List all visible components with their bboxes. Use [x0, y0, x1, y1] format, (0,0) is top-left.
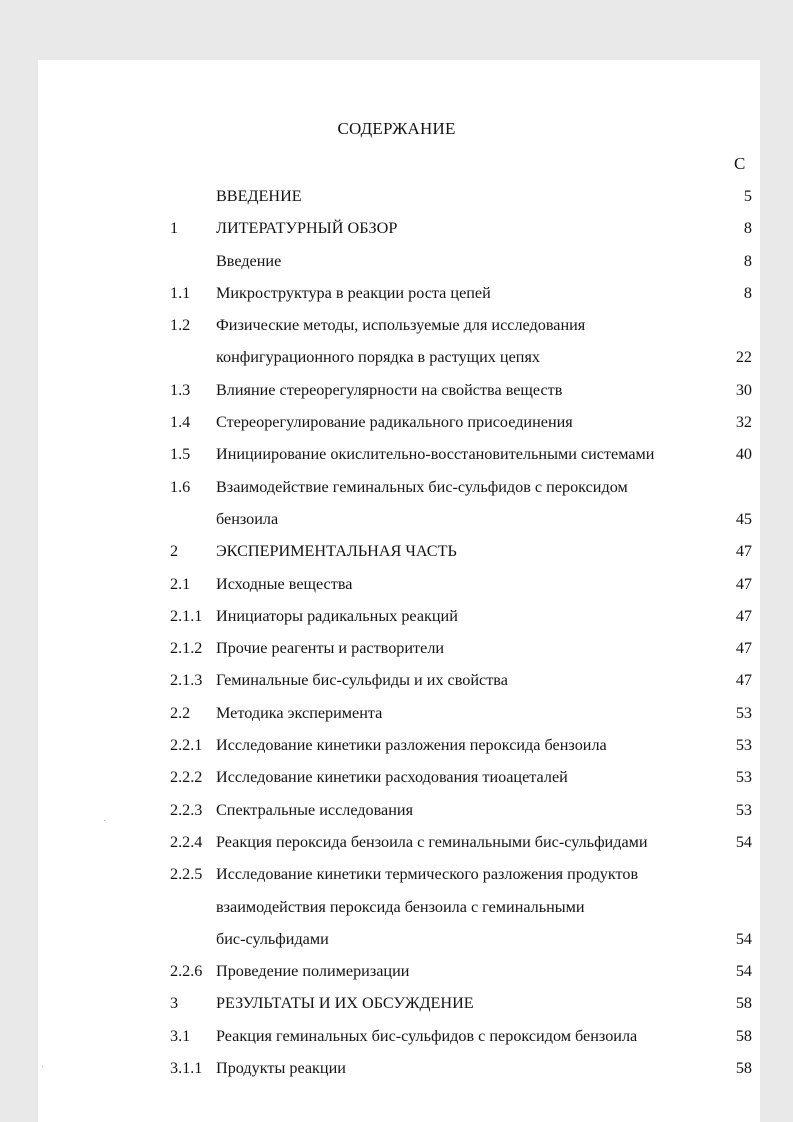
- toc-entry-number: 2.1.2: [170, 639, 203, 658]
- toc-entry: [0, 664, 793, 696]
- toc-entry-number: 2.1.1: [170, 606, 203, 625]
- toc-entry-title: ВВЕДЕНИЕ: [216, 187, 302, 205]
- toc-entry-page: 58: [735, 1059, 752, 1078]
- toc-entry-title: конфигурационного порядка в растущих цепях: [216, 348, 540, 367]
- page-column-label: С: [734, 154, 746, 173]
- toc-entry-number: 2: [170, 542, 179, 561]
- toc-entry-page: 54: [735, 832, 752, 851]
- toc-entry-page: 22: [735, 348, 752, 367]
- toc-entry-title: Исследование кинетики термического разложения продуктов: [216, 865, 639, 884]
- toc-entry: [0, 438, 793, 470]
- toc-entry-title: Исследование кинетики разложения пероксида бензоила: [216, 736, 607, 755]
- toc-entry-number: 1.4: [170, 413, 191, 432]
- toc-entry: [0, 891, 793, 923]
- toc-entry-page: 45: [735, 509, 752, 528]
- toc-entry-number: 2.1: [170, 574, 191, 593]
- toc-entry-title: Прочие реагенты и растворители: [216, 639, 445, 658]
- toc-entry-title: Спектральные исследования: [216, 800, 414, 819]
- toc-entry-title: взаимодействия пероксида бензоила с геминальными: [216, 897, 585, 916]
- toc-entry-number: 1: [170, 219, 179, 238]
- toc-entry: [0, 987, 793, 1019]
- toc-entry: [0, 923, 793, 955]
- toc-entry-page: 8: [743, 251, 752, 270]
- toc-entry-title: ЭКСПЕРИМЕНТАЛЬНАЯ ЧАСТЬ: [216, 542, 457, 561]
- toc-entry-page: 40: [735, 445, 752, 464]
- toc-entry: [0, 406, 793, 438]
- toc-entry-number: 2.2.6: [170, 962, 203, 981]
- toc-entry-number: 1.5: [170, 445, 191, 464]
- toc-entry-page: 32: [735, 413, 752, 432]
- toc-entry: [0, 632, 793, 664]
- toc-entry: [0, 277, 793, 309]
- toc-entry: [0, 1052, 793, 1084]
- toc-entry-page: 47: [735, 606, 752, 625]
- toc-entry-page: 53: [735, 703, 752, 722]
- toc-entry-page: 53: [735, 768, 752, 787]
- toc-entry-page: 47: [735, 542, 752, 561]
- toc-entry-number: 2.2.1: [170, 736, 203, 755]
- toc-entry-title: Физические методы, используемые для исследования: [216, 316, 586, 335]
- toc-entry-page: 8: [743, 219, 752, 238]
- toc-entry: [0, 826, 793, 858]
- toc-entry-title: РЕЗУЛЬТАТЫ И ИХ ОБСУЖДЕНИЕ: [216, 994, 474, 1013]
- toc-entry-title: Реакция пероксида бензоила с геминальными бис-сульфидами: [216, 832, 648, 851]
- toc-entry-title: Микроструктура в реакции роста цепей: [216, 283, 491, 302]
- toc-entry-number: 1.6: [170, 477, 191, 496]
- toc-entry: [0, 568, 793, 600]
- toc-entry-number: 2.2.5: [170, 865, 203, 884]
- toc-entry-number: 2.2.4: [170, 832, 203, 851]
- toc-entry-number: 2.2.2: [170, 768, 203, 787]
- toc-entry: [0, 761, 793, 793]
- toc-entry: [0, 503, 793, 535]
- toc-entry-title: Геминальные бис-сульфиды и их свойства: [216, 671, 508, 690]
- toc-entry: [0, 180, 793, 212]
- toc-entry-number: 2.2.3: [170, 800, 203, 819]
- toc-entry-title: Взаимодействие геминальных бис-сульфидов с пероксидом: [216, 477, 628, 496]
- toc-entry: [0, 794, 793, 826]
- toc-entry-number: 1.1: [170, 283, 191, 302]
- toc-entry: [0, 697, 793, 729]
- toc-entry-page: 53: [735, 736, 752, 755]
- toc-entry-title: Исследование кинетики расходования тиоацеталей: [216, 768, 568, 787]
- toc-entry-number: 2.1.3: [170, 671, 203, 690]
- toc-entry-title: Реакция геминальных бис-сульфидов с пероксидом бензоила: [216, 1026, 638, 1045]
- toc-entry: [0, 858, 793, 890]
- toc-entry-title: Продукты реакции: [216, 1059, 346, 1078]
- table-of-contents: [0, 180, 793, 1084]
- toc-entry-page: 58: [735, 994, 752, 1013]
- toc-entry-number: 3: [170, 994, 179, 1013]
- toc-entry-page: 47: [735, 574, 752, 593]
- toc-entry-title: бис-сульфидами: [216, 929, 329, 948]
- toc-entry-number: 3.1.1: [170, 1059, 203, 1078]
- toc-entry-page: 5: [743, 187, 752, 205]
- toc-entry-title: ЛИТЕРАТУРНЫЙ ОБЗОР: [216, 219, 398, 238]
- toc-title: СОДЕРЖАНИЕ: [337, 119, 456, 138]
- scan-speck: ·: [103, 816, 107, 827]
- scan-speck: ˌ: [41, 1057, 45, 1068]
- toc-entry: [0, 955, 793, 987]
- toc-entry-title: Стереорегулирование радикального присоединения: [216, 413, 573, 432]
- toc-entry: [0, 729, 793, 761]
- toc-entry-page: 54: [735, 929, 752, 948]
- toc-entry-title: Исходные вещества: [216, 574, 353, 593]
- toc-entry: [0, 1020, 793, 1052]
- toc-entry-title: бензоила: [216, 509, 279, 528]
- toc-entry-number: 3.1: [170, 1026, 191, 1045]
- toc-entry-page: 47: [735, 639, 752, 658]
- toc-entry-title: Влияние стереорегулярности на свойства веществ: [216, 380, 563, 399]
- toc-entry-title: Введение: [216, 251, 282, 270]
- toc-entry-title: Методика эксперимента: [216, 703, 383, 722]
- toc-entry: [0, 471, 793, 503]
- toc-entry-number: 2.2: [170, 703, 191, 722]
- toc-entry-page: 47: [735, 671, 752, 690]
- toc-entry-page: 8: [743, 283, 752, 302]
- toc-entry-title: Инициирование окислительно-восстановительными системами: [216, 445, 655, 464]
- toc-entry-page: 53: [735, 800, 752, 819]
- toc-entry-number: 1.3: [170, 380, 191, 399]
- toc-entry: [0, 309, 793, 341]
- toc-entry: [0, 374, 793, 406]
- toc-entry-title: Проведение полимеризации: [216, 962, 410, 981]
- toc-entry: [0, 212, 793, 244]
- toc-entry: [0, 535, 793, 567]
- toc-entry-page: 54: [735, 962, 752, 981]
- toc-entry-title: Инициаторы радикальных реакций: [216, 606, 458, 625]
- toc-entry: [0, 341, 793, 373]
- toc-entry: [0, 245, 793, 277]
- toc-entry-number: 1.2: [170, 316, 191, 335]
- toc-entry: [0, 600, 793, 632]
- toc-entry-page: 58: [735, 1026, 752, 1045]
- toc-entry-page: 30: [735, 380, 752, 399]
